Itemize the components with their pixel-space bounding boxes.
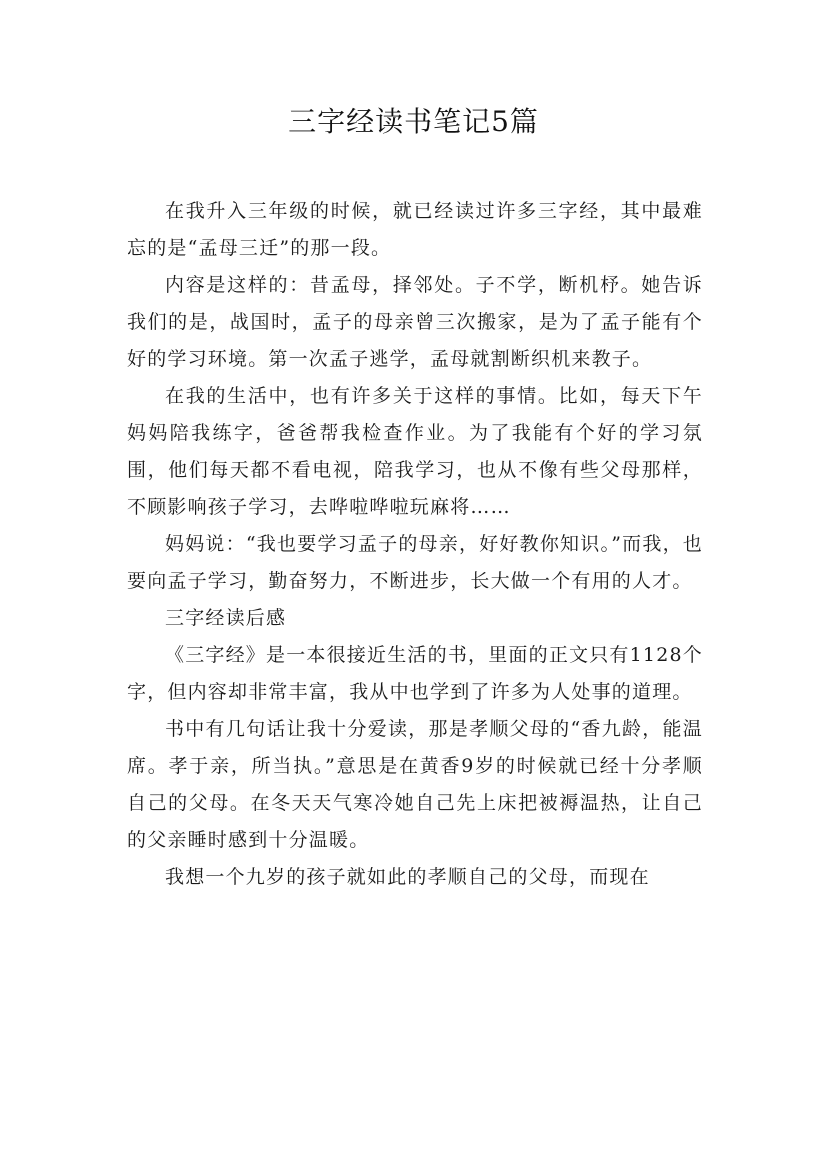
document-title: 三字经读书笔记5篇 xyxy=(288,105,539,138)
paragraph-7: 我想一个九岁的孩子就如此的孝顺自己的父母，而现在 xyxy=(165,866,650,888)
paragraph-1: 在我升入三年级的时候，就已经读过许多三字经，其中最难忘的是“孟母三迁”的那一段。 xyxy=(127,200,703,259)
paragraph-6: 书中有几句话让我十分爱读，那是孝顺父母的“香九龄，能温席。孝于亲，所当执。”意思是在黄香9岁的时候就已经十分孝顺自己的父母。在冬天天气寒冷她自己先上床把被褥温热，让自己的父亲睡时感到十分温暖。 xyxy=(127,718,703,851)
document-body xyxy=(127,193,703,896)
section-heading: 三字经读后感 xyxy=(165,607,287,629)
paragraph-4: 妈妈说：“我也要学习孟子的母亲，好好教你知识。”而我，也要向孟子学习，勤奋努力，不断进步，长大做一个有用的人才。 xyxy=(127,533,703,592)
paragraph-3: 在我的生活中，也有许多关于这样的事情。比如，每天下午妈妈陪我练字，爸爸帮我检查作业。为了我能有个好的学习氛围，他们每天都不看电视，陪我学习，也从不像有些父母那样，不顾影响孩子学习，去哗啦哗啦玩麻将…… xyxy=(127,385,703,518)
paragraph-2: 内容是这样的：昔孟母，择邻处。子不学，断机杼。她告诉我们的是，战国时，孟子的母亲曾三次搬家，是为了孟子能有个好的学习环境。第一次孟子逃学，孟母就割断织机来教子。 xyxy=(127,274,703,370)
paragraph-5: 《三字经》是一本很接近生活的书，里面的正文只有1128个字，但内容却非常丰富，我从中也学到了许多为人处事的道理。 xyxy=(127,644,703,703)
